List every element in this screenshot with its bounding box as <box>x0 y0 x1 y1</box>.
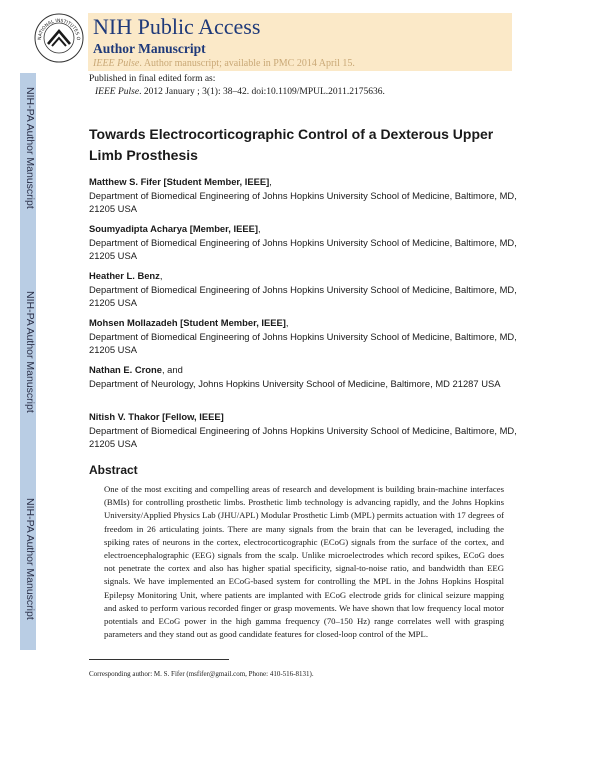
author-block <box>89 175 519 216</box>
citation-details: . 2012 January ; 3(1): 38–42. doi:10.1109/MPUL.2011.2175636. <box>139 87 385 97</box>
paper-title: Towards Electrocorticographic Control of a Dexterous Upper Limb Prosthesis <box>89 126 494 163</box>
author-affiliation: Department of Biomedical Engineering of Johns Hopkins University School of Medicine, Baltimore, MD, 21205 USA <box>89 424 517 449</box>
abstract-text: One of the most exciting and compelling areas of research and development is building brain-machine interfaces (BMIs) for controlling prosthetic limbs. Prosthetic limb technology is advancing rapidly, and the Johns Hopkins University/Applied Physics Lab (JHU/APL) Modular Prosthetic Limb (MPL) permits actuation with 17 degrees of freedom in 26 articulating joints. There are many signals from the brain that can be leveraged, including the spiking rates of neurons in the cortex, electrocorticographic (ECoG) signals from the surface of the cortex, and electroencephalographic (EEG) signals from the scalp. Unlike microelectrodes which record spikes, ECoG does not penetrate the cortex and also has higher spatial specificity, signal-to-noise ratio, and bandwidth than EEG signals. We have implemented an ECoG-based system for controlling the MPL in the Johns Hopkins Hospital Epilepsy Monitoring Unit, where patients are implanted with ECoG electrode grids for clinical seizure mapping and asked to perform various recorded finger or grasp movements. We have shown that low frequency local motor potentials and ECoG power in the high gamma frequency (70–150 Hz) range correlates well with grasping parameters and they stand out as good candidate features for closed-loop control of the MPL. <box>104 484 504 640</box>
journal-name: IEEE Pulse <box>93 58 140 69</box>
citation-journal: IEEE Pulse <box>95 87 140 97</box>
author-affiliation: Department of Biomedical Engineering of Johns Hopkins University School of Medicine, Baltimore, MD, 21205 USA <box>89 283 517 308</box>
author-block <box>89 269 519 310</box>
author-affiliation: Department of Biomedical Engineering of Johns Hopkins University School of Medicine, Baltimore, MD, 21205 USA <box>89 236 517 261</box>
author-suffix: , <box>159 270 163 281</box>
author-affiliation: Department of Biomedical Engineering of Johns Hopkins University School of Medicine, Baltimore, MD, 21205 USA <box>89 330 517 355</box>
published-label: Published in final edited form as: <box>89 74 216 84</box>
abstract-heading: Abstract <box>89 463 138 477</box>
corresponding-author-footnote: Corresponding author: M. S. Fifer (msfifer@gmail.com, Phone: 410-516-8131). <box>89 670 314 678</box>
author-block <box>89 410 519 451</box>
footnote-rule <box>89 659 229 660</box>
author-name: Matthew S. Fifer [Student Member, IEEE] <box>89 176 270 187</box>
author-name: Nitish V. Thakor [Fellow, IEEE] <box>89 411 224 422</box>
sidebar-label: NIH-PA Author Manuscript <box>24 291 36 413</box>
sidebar-label: NIH-PA Author Manuscript <box>24 87 36 209</box>
author-name: Mohsen Mollazadeh [Student Member, IEEE] <box>89 317 286 328</box>
author-name: Soumyadipta Acharya [Member, IEEE] <box>89 223 258 234</box>
journal-availability <box>93 58 355 69</box>
sidebar-strip <box>20 73 36 650</box>
nih-public-access-title: NIH Public Access <box>93 14 261 39</box>
author-suffix: , <box>269 176 272 187</box>
author-block <box>89 316 519 357</box>
author-block <box>89 363 519 390</box>
author-suffix: , and <box>161 364 183 375</box>
author-affiliation: Department of Neurology, Johns Hopkins University School of Medicine, Baltimore, MD 21287 USA <box>89 377 501 389</box>
author-affiliation: Department of Biomedical Engineering of Johns Hopkins University School of Medicine, Baltimore, MD, 21205 USA <box>89 189 517 214</box>
nih-logo-icon <box>33 12 85 64</box>
author-manuscript-label: Author Manuscript <box>93 41 206 56</box>
logo-text: NATIONAL INSTITUTES O <box>37 18 81 41</box>
author-name: Nathan E. Crone <box>89 364 162 375</box>
citation <box>95 87 385 97</box>
author-block <box>89 222 519 263</box>
author-suffix: , <box>257 223 261 234</box>
sidebar-label: NIH-PA Author Manuscript <box>24 498 36 620</box>
availability-text: . Author manuscript; available in PMC 2014 April 15. <box>139 58 355 69</box>
author-name: Heather L. Benz <box>89 270 160 281</box>
author-suffix: , <box>285 317 289 328</box>
